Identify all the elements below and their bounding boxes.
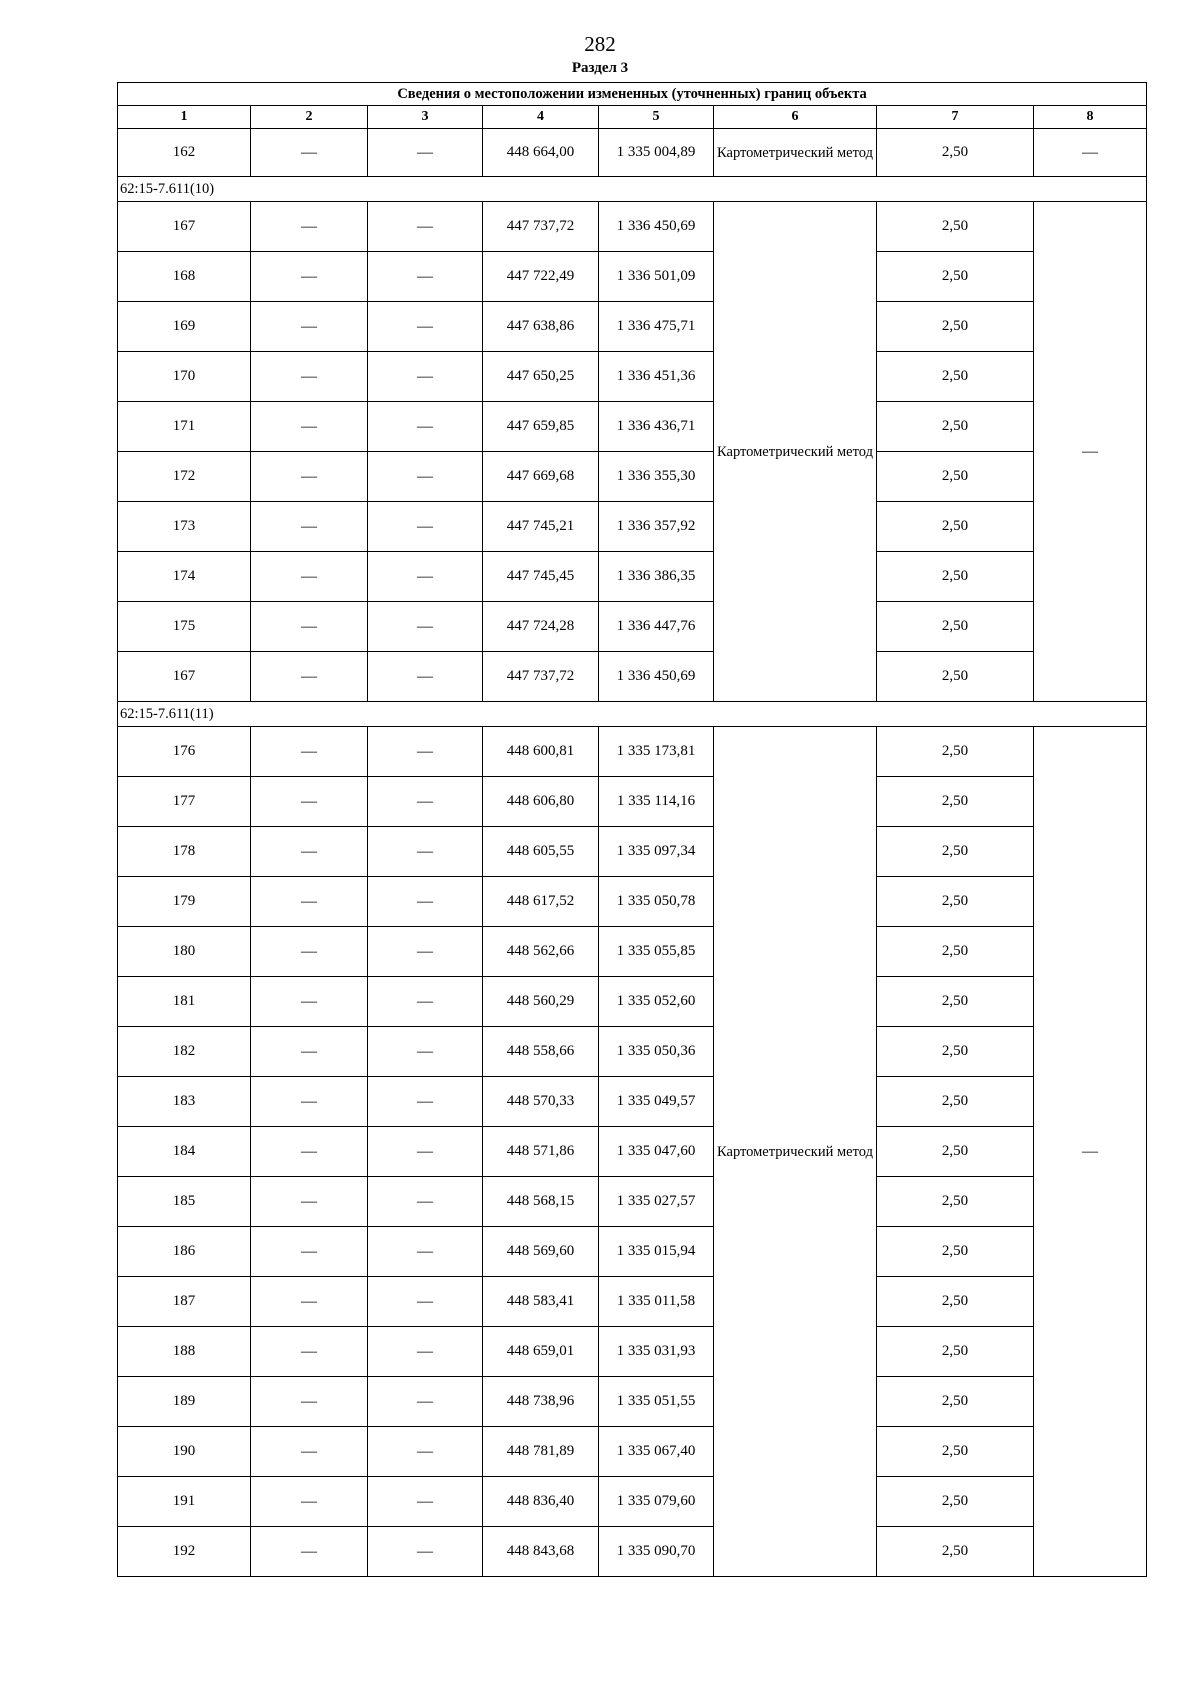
coordinate-y: 1 336 357,92 bbox=[599, 502, 714, 552]
table-row bbox=[118, 1177, 1147, 1227]
method-cell: Картометрический метод bbox=[714, 129, 877, 177]
coordinate-y: 1 336 501,09 bbox=[599, 252, 714, 302]
point-number: 171 bbox=[118, 402, 251, 452]
column-3-value: — bbox=[368, 402, 483, 452]
point-number: 182 bbox=[118, 1027, 251, 1077]
coordinate-y: 1 335 049,57 bbox=[599, 1077, 714, 1127]
column-number: 6 bbox=[714, 106, 877, 129]
table-row bbox=[118, 1527, 1147, 1577]
point-number: 190 bbox=[118, 1427, 251, 1477]
accuracy-value: 2,50 bbox=[877, 877, 1034, 927]
column-2-value: — bbox=[251, 552, 368, 602]
point-number: 191 bbox=[118, 1477, 251, 1527]
column-2-value: — bbox=[251, 252, 368, 302]
column-2-value: — bbox=[251, 927, 368, 977]
coordinate-y: 1 335 015,94 bbox=[599, 1227, 714, 1277]
coordinate-x: 447 722,49 bbox=[483, 252, 599, 302]
coordinate-x: 448 606,80 bbox=[483, 777, 599, 827]
column-2-value: — bbox=[251, 827, 368, 877]
table-row bbox=[118, 1327, 1147, 1377]
accuracy-value: 2,50 bbox=[877, 1527, 1034, 1577]
column-3-value: — bbox=[368, 1127, 483, 1177]
accuracy-value: 2,50 bbox=[877, 1427, 1034, 1477]
coordinate-y: 1 335 052,60 bbox=[599, 977, 714, 1027]
column-3-value: — bbox=[368, 1527, 483, 1577]
column-8-value: — bbox=[1034, 129, 1147, 177]
coordinate-x: 448 600,81 bbox=[483, 727, 599, 777]
column-2-value: — bbox=[251, 402, 368, 452]
point-number: 167 bbox=[118, 202, 251, 252]
table-row bbox=[118, 1227, 1147, 1277]
column-3-value: — bbox=[368, 1277, 483, 1327]
coordinate-y: 1 335 050,36 bbox=[599, 1027, 714, 1077]
point-number: 168 bbox=[118, 252, 251, 302]
accuracy-value: 2,50 bbox=[877, 352, 1034, 402]
coordinate-x: 448 568,15 bbox=[483, 1177, 599, 1227]
column-2-value: — bbox=[251, 352, 368, 402]
accuracy-value: 2,50 bbox=[877, 827, 1034, 877]
column-2-value: — bbox=[251, 129, 368, 177]
column-2-value: — bbox=[251, 652, 368, 702]
coordinate-y: 1 336 451,36 bbox=[599, 352, 714, 402]
coordinate-y: 1 336 450,69 bbox=[599, 652, 714, 702]
point-number: 184 bbox=[118, 1127, 251, 1177]
column-3-value: — bbox=[368, 302, 483, 352]
column-numbers-row bbox=[118, 106, 1147, 129]
accuracy-value: 2,50 bbox=[877, 252, 1034, 302]
column-2-value: — bbox=[251, 302, 368, 352]
column-2-value: — bbox=[251, 502, 368, 552]
point-number: 183 bbox=[118, 1077, 251, 1127]
table-row bbox=[118, 1127, 1147, 1177]
point-number: 178 bbox=[118, 827, 251, 877]
column-3-value: — bbox=[368, 252, 483, 302]
coordinate-x: 448 570,33 bbox=[483, 1077, 599, 1127]
column-2-value: — bbox=[251, 1177, 368, 1227]
section-title: Раздел 3 bbox=[571, 60, 629, 76]
table-row bbox=[118, 1377, 1147, 1427]
group-header-row bbox=[118, 702, 1147, 727]
coordinate-y: 1 335 050,78 bbox=[599, 877, 714, 927]
coordinate-x: 447 745,45 bbox=[483, 552, 599, 602]
table-row bbox=[118, 1477, 1147, 1527]
column-2-value: — bbox=[251, 1477, 368, 1527]
column-2-value: — bbox=[251, 1127, 368, 1177]
accuracy-value: 2,50 bbox=[877, 502, 1034, 552]
cadastral-number: 62:15-7.611(10) bbox=[118, 177, 1147, 202]
column-number: 7 bbox=[877, 106, 1034, 129]
coordinate-y: 1 335 027,57 bbox=[599, 1177, 714, 1227]
page-number: 282 bbox=[584, 32, 616, 56]
column-2-value: — bbox=[251, 1377, 368, 1427]
accuracy-value: 2,50 bbox=[877, 652, 1034, 702]
accuracy-value: 2,50 bbox=[877, 552, 1034, 602]
point-number: 170 bbox=[118, 352, 251, 402]
coordinate-y: 1 335 067,40 bbox=[599, 1427, 714, 1477]
accuracy-value: 2,50 bbox=[877, 1227, 1034, 1277]
table-row bbox=[118, 502, 1147, 552]
coordinate-y: 1 336 475,71 bbox=[599, 302, 714, 352]
coordinate-x: 448 571,86 bbox=[483, 1127, 599, 1177]
column-3-value: — bbox=[368, 777, 483, 827]
column-2-value: — bbox=[251, 452, 368, 502]
column-3-value: — bbox=[368, 129, 483, 177]
point-number: 187 bbox=[118, 1277, 251, 1327]
boundary-coordinates-table bbox=[117, 82, 1147, 1577]
table-row bbox=[118, 652, 1147, 702]
column-3-value: — bbox=[368, 1377, 483, 1427]
point-number: 189 bbox=[118, 1377, 251, 1427]
coordinate-x: 447 724,28 bbox=[483, 602, 599, 652]
column-3-value: — bbox=[368, 927, 483, 977]
table-row bbox=[118, 1077, 1147, 1127]
table-row bbox=[118, 977, 1147, 1027]
point-number: 181 bbox=[118, 977, 251, 1027]
accuracy-value: 2,50 bbox=[877, 1177, 1034, 1227]
coordinate-y: 1 336 386,35 bbox=[599, 552, 714, 602]
table-row bbox=[118, 877, 1147, 927]
column-2-value: — bbox=[251, 1427, 368, 1477]
column-2-value: — bbox=[251, 202, 368, 252]
method-cell: Картометрический метод bbox=[714, 727, 877, 1577]
column-3-value: — bbox=[368, 727, 483, 777]
point-number: 175 bbox=[118, 602, 251, 652]
group-header-row bbox=[118, 177, 1147, 202]
column-3-value: — bbox=[368, 1177, 483, 1227]
column-2-value: — bbox=[251, 1027, 368, 1077]
accuracy-value: 2,50 bbox=[877, 1377, 1034, 1427]
coordinate-x: 448 781,89 bbox=[483, 1427, 599, 1477]
point-number: 179 bbox=[118, 877, 251, 927]
point-number: 162 bbox=[118, 129, 251, 177]
point-number: 176 bbox=[118, 727, 251, 777]
method-cell: Картометрический метод bbox=[714, 202, 877, 702]
column-number: 8 bbox=[1034, 106, 1147, 129]
column-8-value: — bbox=[1034, 727, 1147, 1577]
table-row bbox=[118, 352, 1147, 402]
column-2-value: — bbox=[251, 777, 368, 827]
column-2-value: — bbox=[251, 1277, 368, 1327]
coordinate-x: 447 745,21 bbox=[483, 502, 599, 552]
coordinate-x: 447 737,72 bbox=[483, 652, 599, 702]
table-row bbox=[118, 777, 1147, 827]
column-number: 3 bbox=[368, 106, 483, 129]
column-3-value: — bbox=[368, 827, 483, 877]
table-row bbox=[118, 927, 1147, 977]
accuracy-value: 2,50 bbox=[877, 1277, 1034, 1327]
accuracy-value: 2,50 bbox=[877, 302, 1034, 352]
accuracy-value: 2,50 bbox=[877, 202, 1034, 252]
point-number: 185 bbox=[118, 1177, 251, 1227]
column-3-value: — bbox=[368, 502, 483, 552]
accuracy-value: 2,50 bbox=[877, 1477, 1034, 1527]
table-row bbox=[118, 602, 1147, 652]
coordinate-x: 448 738,96 bbox=[483, 1377, 599, 1427]
table-row bbox=[118, 1427, 1147, 1477]
coordinate-y: 1 336 436,71 bbox=[599, 402, 714, 452]
table-row bbox=[118, 202, 1147, 252]
coordinate-y: 1 336 355,30 bbox=[599, 452, 714, 502]
coordinate-y: 1 335 055,85 bbox=[599, 927, 714, 977]
accuracy-value: 2,50 bbox=[877, 927, 1034, 977]
coordinate-x: 447 638,86 bbox=[483, 302, 599, 352]
column-3-value: — bbox=[368, 1077, 483, 1127]
table-caption-row bbox=[118, 83, 1147, 106]
column-2-value: — bbox=[251, 1327, 368, 1377]
table-row bbox=[118, 302, 1147, 352]
coordinate-x: 448 558,66 bbox=[483, 1027, 599, 1077]
coordinate-x: 448 843,68 bbox=[483, 1527, 599, 1577]
coordinate-x: 448 569,60 bbox=[483, 1227, 599, 1277]
point-number: 188 bbox=[118, 1327, 251, 1377]
column-number: 4 bbox=[483, 106, 599, 129]
column-3-value: — bbox=[368, 877, 483, 927]
accuracy-value: 2,50 bbox=[877, 602, 1034, 652]
coordinate-y: 1 335 114,16 bbox=[599, 777, 714, 827]
table-row bbox=[118, 1027, 1147, 1077]
coordinate-x: 448 659,01 bbox=[483, 1327, 599, 1377]
coordinate-x: 447 669,68 bbox=[483, 452, 599, 502]
column-2-value: — bbox=[251, 727, 368, 777]
column-2-value: — bbox=[251, 977, 368, 1027]
accuracy-value: 2,50 bbox=[877, 1027, 1034, 1077]
accuracy-value: 2,50 bbox=[877, 129, 1034, 177]
column-3-value: — bbox=[368, 1327, 483, 1377]
coordinate-x: 448 560,29 bbox=[483, 977, 599, 1027]
table-row bbox=[118, 727, 1147, 777]
cadastral-number: 62:15-7.611(11) bbox=[118, 702, 1147, 727]
column-3-value: — bbox=[368, 652, 483, 702]
column-3-value: — bbox=[368, 202, 483, 252]
point-number: 192 bbox=[118, 1527, 251, 1577]
table-row bbox=[118, 552, 1147, 602]
point-number: 167 bbox=[118, 652, 251, 702]
column-3-value: — bbox=[368, 1477, 483, 1527]
table-row bbox=[118, 827, 1147, 877]
coordinate-y: 1 335 031,93 bbox=[599, 1327, 714, 1377]
column-3-value: — bbox=[368, 602, 483, 652]
point-number: 169 bbox=[118, 302, 251, 352]
coordinate-y: 1 336 450,69 bbox=[599, 202, 714, 252]
coordinate-y: 1 335 173,81 bbox=[599, 727, 714, 777]
coordinate-x: 448 664,00 bbox=[483, 129, 599, 177]
column-3-value: — bbox=[368, 452, 483, 502]
coordinate-y: 1 335 047,60 bbox=[599, 1127, 714, 1177]
coordinate-y: 1 335 079,60 bbox=[599, 1477, 714, 1527]
coordinate-x: 448 562,66 bbox=[483, 927, 599, 977]
accuracy-value: 2,50 bbox=[877, 977, 1034, 1027]
coordinate-x: 448 605,55 bbox=[483, 827, 599, 877]
coordinate-y: 1 335 097,34 bbox=[599, 827, 714, 877]
coordinate-x: 448 583,41 bbox=[483, 1277, 599, 1327]
column-number: 1 bbox=[118, 106, 251, 129]
coordinate-x: 447 650,25 bbox=[483, 352, 599, 402]
coordinate-y: 1 335 004,89 bbox=[599, 129, 714, 177]
point-number: 172 bbox=[118, 452, 251, 502]
coordinate-x: 447 737,72 bbox=[483, 202, 599, 252]
coordinate-y: 1 336 447,76 bbox=[599, 602, 714, 652]
table-row bbox=[118, 402, 1147, 452]
table-row bbox=[118, 452, 1147, 502]
table-row bbox=[118, 252, 1147, 302]
coordinate-x: 448 617,52 bbox=[483, 877, 599, 927]
point-number: 173 bbox=[118, 502, 251, 552]
column-3-value: — bbox=[368, 552, 483, 602]
point-number: 174 bbox=[118, 552, 251, 602]
column-3-value: — bbox=[368, 977, 483, 1027]
coordinate-y: 1 335 090,70 bbox=[599, 1527, 714, 1577]
column-3-value: — bbox=[368, 1427, 483, 1477]
table-row bbox=[118, 129, 1147, 177]
column-3-value: — bbox=[368, 352, 483, 402]
accuracy-value: 2,50 bbox=[877, 727, 1034, 777]
column-2-value: — bbox=[251, 1077, 368, 1127]
column-2-value: — bbox=[251, 602, 368, 652]
column-2-value: — bbox=[251, 877, 368, 927]
point-number: 180 bbox=[118, 927, 251, 977]
accuracy-value: 2,50 bbox=[877, 777, 1034, 827]
accuracy-value: 2,50 bbox=[877, 402, 1034, 452]
column-3-value: — bbox=[368, 1027, 483, 1077]
coordinate-y: 1 335 011,58 bbox=[599, 1277, 714, 1327]
coordinate-x: 447 659,85 bbox=[483, 402, 599, 452]
column-2-value: — bbox=[251, 1527, 368, 1577]
column-2-value: — bbox=[251, 1227, 368, 1277]
column-number: 5 bbox=[599, 106, 714, 129]
table-caption: Сведения о местоположении измененных (уточненных) границ объекта bbox=[118, 83, 1147, 106]
table-row bbox=[118, 1277, 1147, 1327]
column-8-value: — bbox=[1034, 202, 1147, 702]
column-number: 2 bbox=[251, 106, 368, 129]
point-number: 186 bbox=[118, 1227, 251, 1277]
coordinate-x: 448 836,40 bbox=[483, 1477, 599, 1527]
accuracy-value: 2,50 bbox=[877, 1077, 1034, 1127]
accuracy-value: 2,50 bbox=[877, 1327, 1034, 1377]
accuracy-value: 2,50 bbox=[877, 452, 1034, 502]
coordinate-y: 1 335 051,55 bbox=[599, 1377, 714, 1427]
accuracy-value: 2,50 bbox=[877, 1127, 1034, 1177]
column-3-value: — bbox=[368, 1227, 483, 1277]
point-number: 177 bbox=[118, 777, 251, 827]
